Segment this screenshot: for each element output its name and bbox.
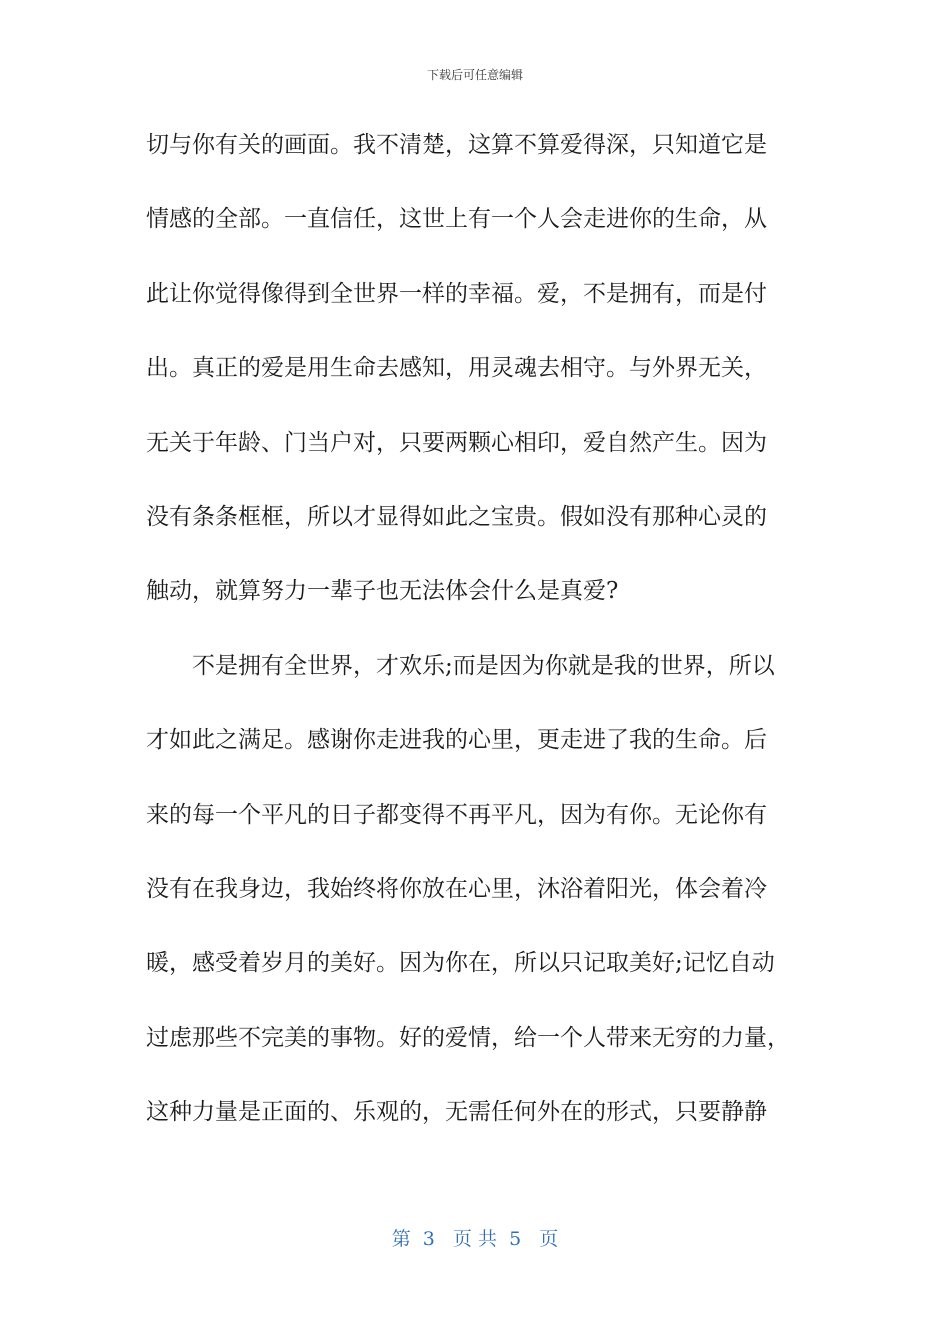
body-line: 暖，感受着岁月的美好。因为你在，所以只记取美好;记忆自动	[146, 950, 775, 977]
body-line: 来的每一个平凡的日子都变得不再平凡，因为有你。无论你有	[146, 801, 767, 828]
body-line: 没有条条框框，所以才显得如此之宝贵。假如没有那种心灵的	[146, 503, 767, 530]
body-line: 过虑那些不完美的事物。好的爱情，给一个人带来无穷的力量，	[146, 1024, 790, 1051]
paragraph-start-line: 不是拥有全世界，才欢乐;而是因为你就是我的世界，所以	[192, 652, 775, 679]
body-line: 无关于年龄、门当户对，只要两颗心相印，爱自然产生。因为	[146, 429, 767, 456]
body-line: 出。真正的爱是用生命去感知，用灵魂去相守。与外界无关，	[146, 355, 767, 382]
body-line: 这种力量是正面的、乐观的，无需任何外在的形式，只要静静	[146, 1099, 767, 1126]
page-number-footer: 第 3 页 共 5 页	[391, 1228, 559, 1250]
body-line: 触动，就算努力一辈子也无法体会什么是真爱?	[146, 578, 619, 605]
body-line: 没有在我身边，我始终将你放在心里，沐浴着阳光，体会着冷	[146, 875, 767, 902]
page-header: 下载后可任意编辑	[426, 68, 523, 82]
body-line: 此让你觉得像得到全世界一样的幸福。爱，不是拥有，而是付	[146, 280, 767, 307]
body-line: 切与你有关的画面。我不清楚，这算不算爱得深，只知道它是	[146, 132, 767, 158]
document-body	[146, 118, 826, 1159]
body-line: 才如此之满足。感谢你走进我的心里，更走进了我的生命。后	[146, 727, 767, 754]
body-line: 情感的全部。一直信任，这世上有一个人会走进你的生命，从	[146, 206, 767, 233]
